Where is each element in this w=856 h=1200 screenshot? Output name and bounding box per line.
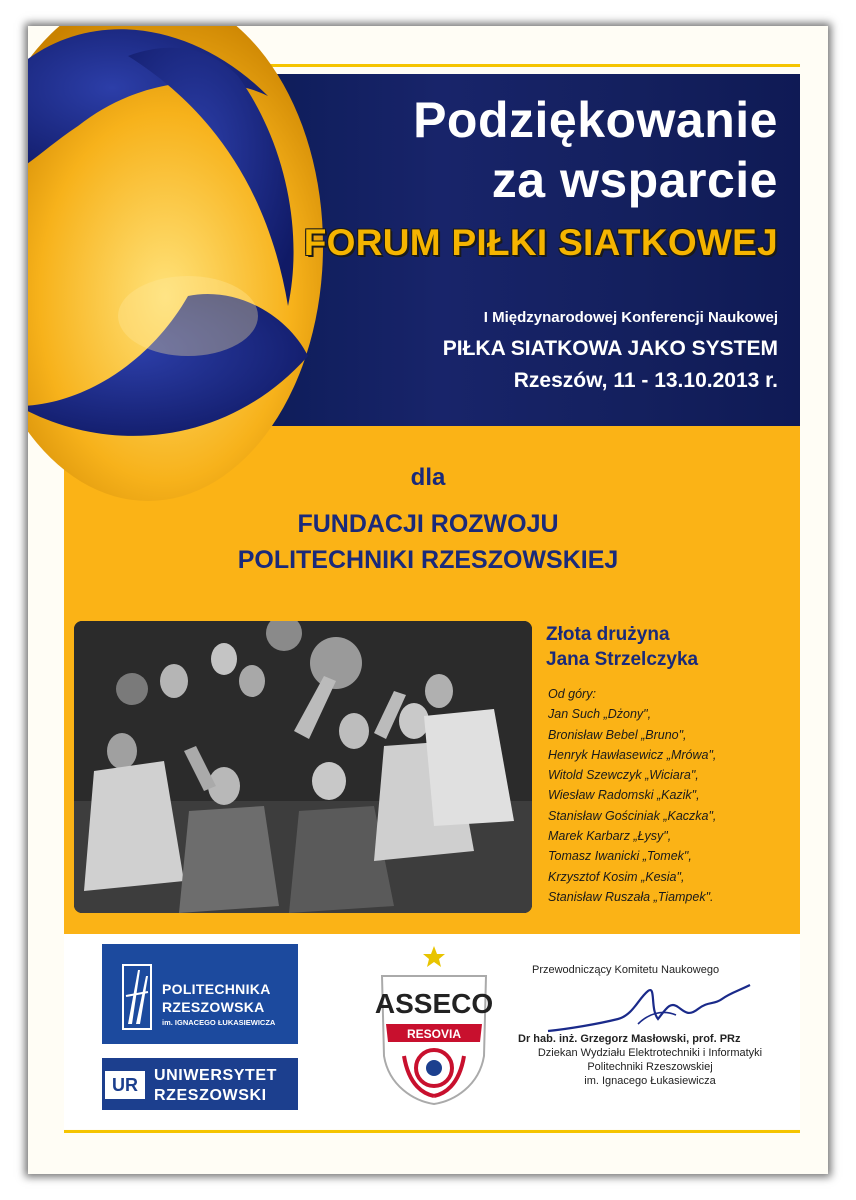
conference-line2: PIŁKA SIATKOWA JAKO SYSTEM [442, 337, 778, 360]
list-item: Stanisław Ruszała „Tiampek". [548, 889, 714, 904]
politechnika-emblem-icon [122, 964, 152, 1030]
conference-date: Rzeszów, 11 - 13.10.2013 r. [513, 369, 778, 392]
recipient-line2: POLITECHNIKI RZESZOWSKIEJ [237, 546, 619, 574]
team-title-line1: Złota drużyna [546, 624, 670, 645]
recipient-name [28, 506, 828, 578]
asseco-wordmark: ASSECO [374, 988, 494, 1019]
thanks-title [413, 90, 778, 210]
thanks-title-line1: Podziękowanie [413, 92, 778, 148]
resovia-wordmark: RESOVIA [406, 1027, 462, 1041]
volleyball-icon [28, 26, 328, 511]
team-members-list [548, 684, 716, 907]
politechnika-logo [102, 944, 298, 1044]
recipient-prefix: dla [410, 464, 446, 491]
signatory-role: Przewodniczący Komitetu Naukowego [532, 964, 720, 976]
thanks-title-line2: za wsparcie [491, 152, 778, 208]
list-item: Henryk Hawłasewicz „Mrówa", [548, 747, 717, 762]
handwritten-signature [538, 979, 758, 1039]
signatory-title-line2: Politechniki Rzeszowskiej [587, 1061, 713, 1073]
list-item: Wiesław Radomski „Kazik", [548, 788, 700, 803]
list-item: Bronisław Bebel „Bruno", [548, 727, 687, 742]
politechnika-name-line1: POLITECHNIKA [162, 981, 271, 997]
forum-title: FORUM PIŁKI SIATKOWEJ [303, 222, 778, 263]
list-item: Tomasz Iwanicki „Tomek", [548, 849, 692, 864]
frame-bottom-line [64, 1130, 800, 1133]
team-title [546, 622, 698, 672]
list-item: Jan Such „Dżony", [548, 707, 652, 722]
uniwersytet-name-line2: RZESZOWSKI [154, 1087, 267, 1104]
signatory-title-line3: im. Ignacego Łukasiewicza [584, 1075, 716, 1087]
signatory-name: Dr hab. inż. Grzegorz Masłowski, prof. PRz [518, 1033, 741, 1045]
certificate [28, 26, 828, 1174]
list-item: Stanisław Gościniak „Kaczka", [548, 808, 717, 823]
conference-line1: I Międzynarodowej Konferencji Naukowej [483, 309, 778, 326]
list-item: Krzysztof Kosim „Kesia", [548, 869, 685, 884]
uniwersytet-name-line1: UNIWERSYTET [154, 1067, 278, 1084]
team-photo-image [74, 621, 532, 913]
list-item: Witold Szewczyk „Wiciara", [548, 768, 699, 783]
team-title-line2: Jana Strzelczyka [546, 649, 699, 670]
list-item: Marek Karbarz „Łysy", [548, 829, 672, 844]
members-intro: Od góry: [548, 687, 596, 701]
recipient-line1: FUNDACJI ROZWOJU [297, 510, 559, 538]
signatory-title-line1: Dziekan Wydziału Elektrotechniki i Informatyki [537, 1047, 763, 1059]
team-photo [74, 621, 532, 913]
uniwersytet-emblem-icon: UR [105, 1071, 145, 1099]
politechnika-name-line2: RZESZOWSKA [162, 999, 265, 1015]
uniwersytet-logo [102, 1058, 298, 1110]
asseco-resovia-logo [374, 946, 494, 1106]
politechnika-name-line3: im. IGNACEGO ŁUKASIEWICZA [162, 1018, 276, 1027]
